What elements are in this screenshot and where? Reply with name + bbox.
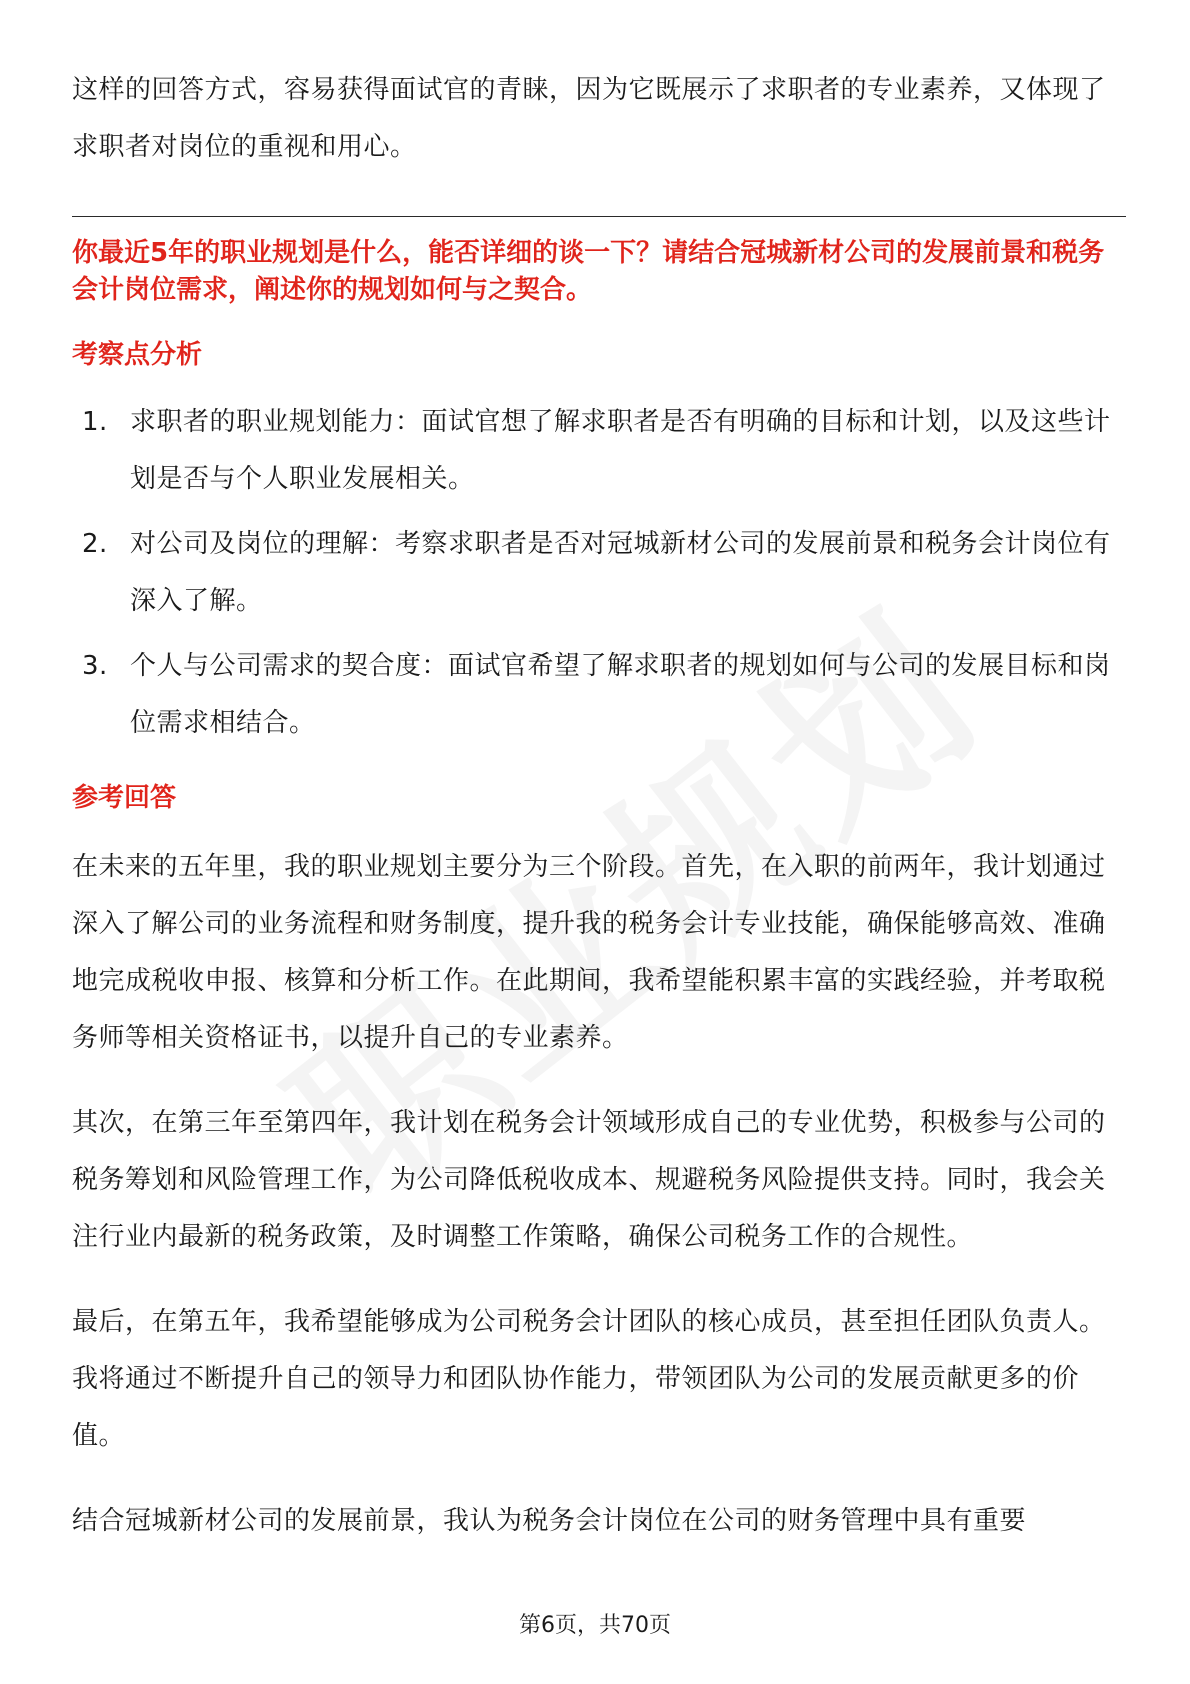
list-item-text: 个人与公司需求的契合度：面试官希望了解求职者的规划如何与公司的发展目标和岗位需求相结合。 xyxy=(130,651,1111,738)
interview-question: 你最近5年的职业规划是什么，能否详细的谈一下？请结合冠城新材公司的发展前景和税务会计岗位需求，阐述你的规划如何与之契合。 xyxy=(72,238,1105,305)
answer-heading: 参考回答 xyxy=(72,783,177,813)
list-item-number: 2. xyxy=(82,529,108,559)
list-item-text: 对公司及岗位的理解：考察求职者是否对冠城新材公司的发展前景和税务会计岗位有深入了解。 xyxy=(130,529,1111,616)
answer-paragraph: 结合冠城新材公司的发展前景，我认为税务会计岗位在公司的财务管理中具有重要 xyxy=(72,1506,1027,1536)
list-item xyxy=(72,638,1126,752)
list-item-text: 求职者的职业规划能力：面试官想了解求职者是否有明确的目标和计划，以及这些计划是否与个人职业发展相关。 xyxy=(130,407,1111,494)
section-divider xyxy=(72,216,1126,217)
document-page xyxy=(72,62,1126,1550)
intro-paragraph: 这样的回答方式，容易获得面试官的青睐，因为它既展示了求职者的专业素养，又体现了求职者对岗位的重视和用心。 xyxy=(72,75,1106,162)
list-item xyxy=(72,394,1126,508)
answer-paragraph: 在未来的五年里，我的职业规划主要分为三个阶段。首先，在入职的前两年，我计划通过深入了解公司的业务流程和财务制度，提升我的税务会计专业技能，确保能够高效、准确地完成税收申报、核算和分析工作。在此期间，我希望能积累丰富的实践经验，并考取税务师等相关资格证书，以提升自己的专业素养。 xyxy=(72,852,1106,1053)
analysis-list xyxy=(72,394,1126,752)
answer-paragraph: 最后，在第五年，我希望能够成为公司税务会计团队的核心成员，甚至担任团队负责人。我将通过不断提升自己的领导力和团队协作能力，带领团队为公司的发展贡献更多的价值。 xyxy=(72,1307,1106,1451)
page-number-footer: 第6页，共70页 xyxy=(519,1613,671,1638)
list-item xyxy=(72,516,1126,630)
analysis-heading: 考察点分析 xyxy=(72,340,203,370)
list-item-number: 3. xyxy=(82,651,108,681)
list-item-number: 1. xyxy=(82,407,108,437)
answer-paragraph: 其次，在第三年至第四年，我计划在税务会计领域形成自己的专业优势，积极参与公司的税务筹划和风险管理工作，为公司降低税收成本、规避税务风险提供支持。同时，我会关注行业内最新的税务政策，及时调整工作策略，确保公司税务工作的合规性。 xyxy=(72,1108,1106,1252)
